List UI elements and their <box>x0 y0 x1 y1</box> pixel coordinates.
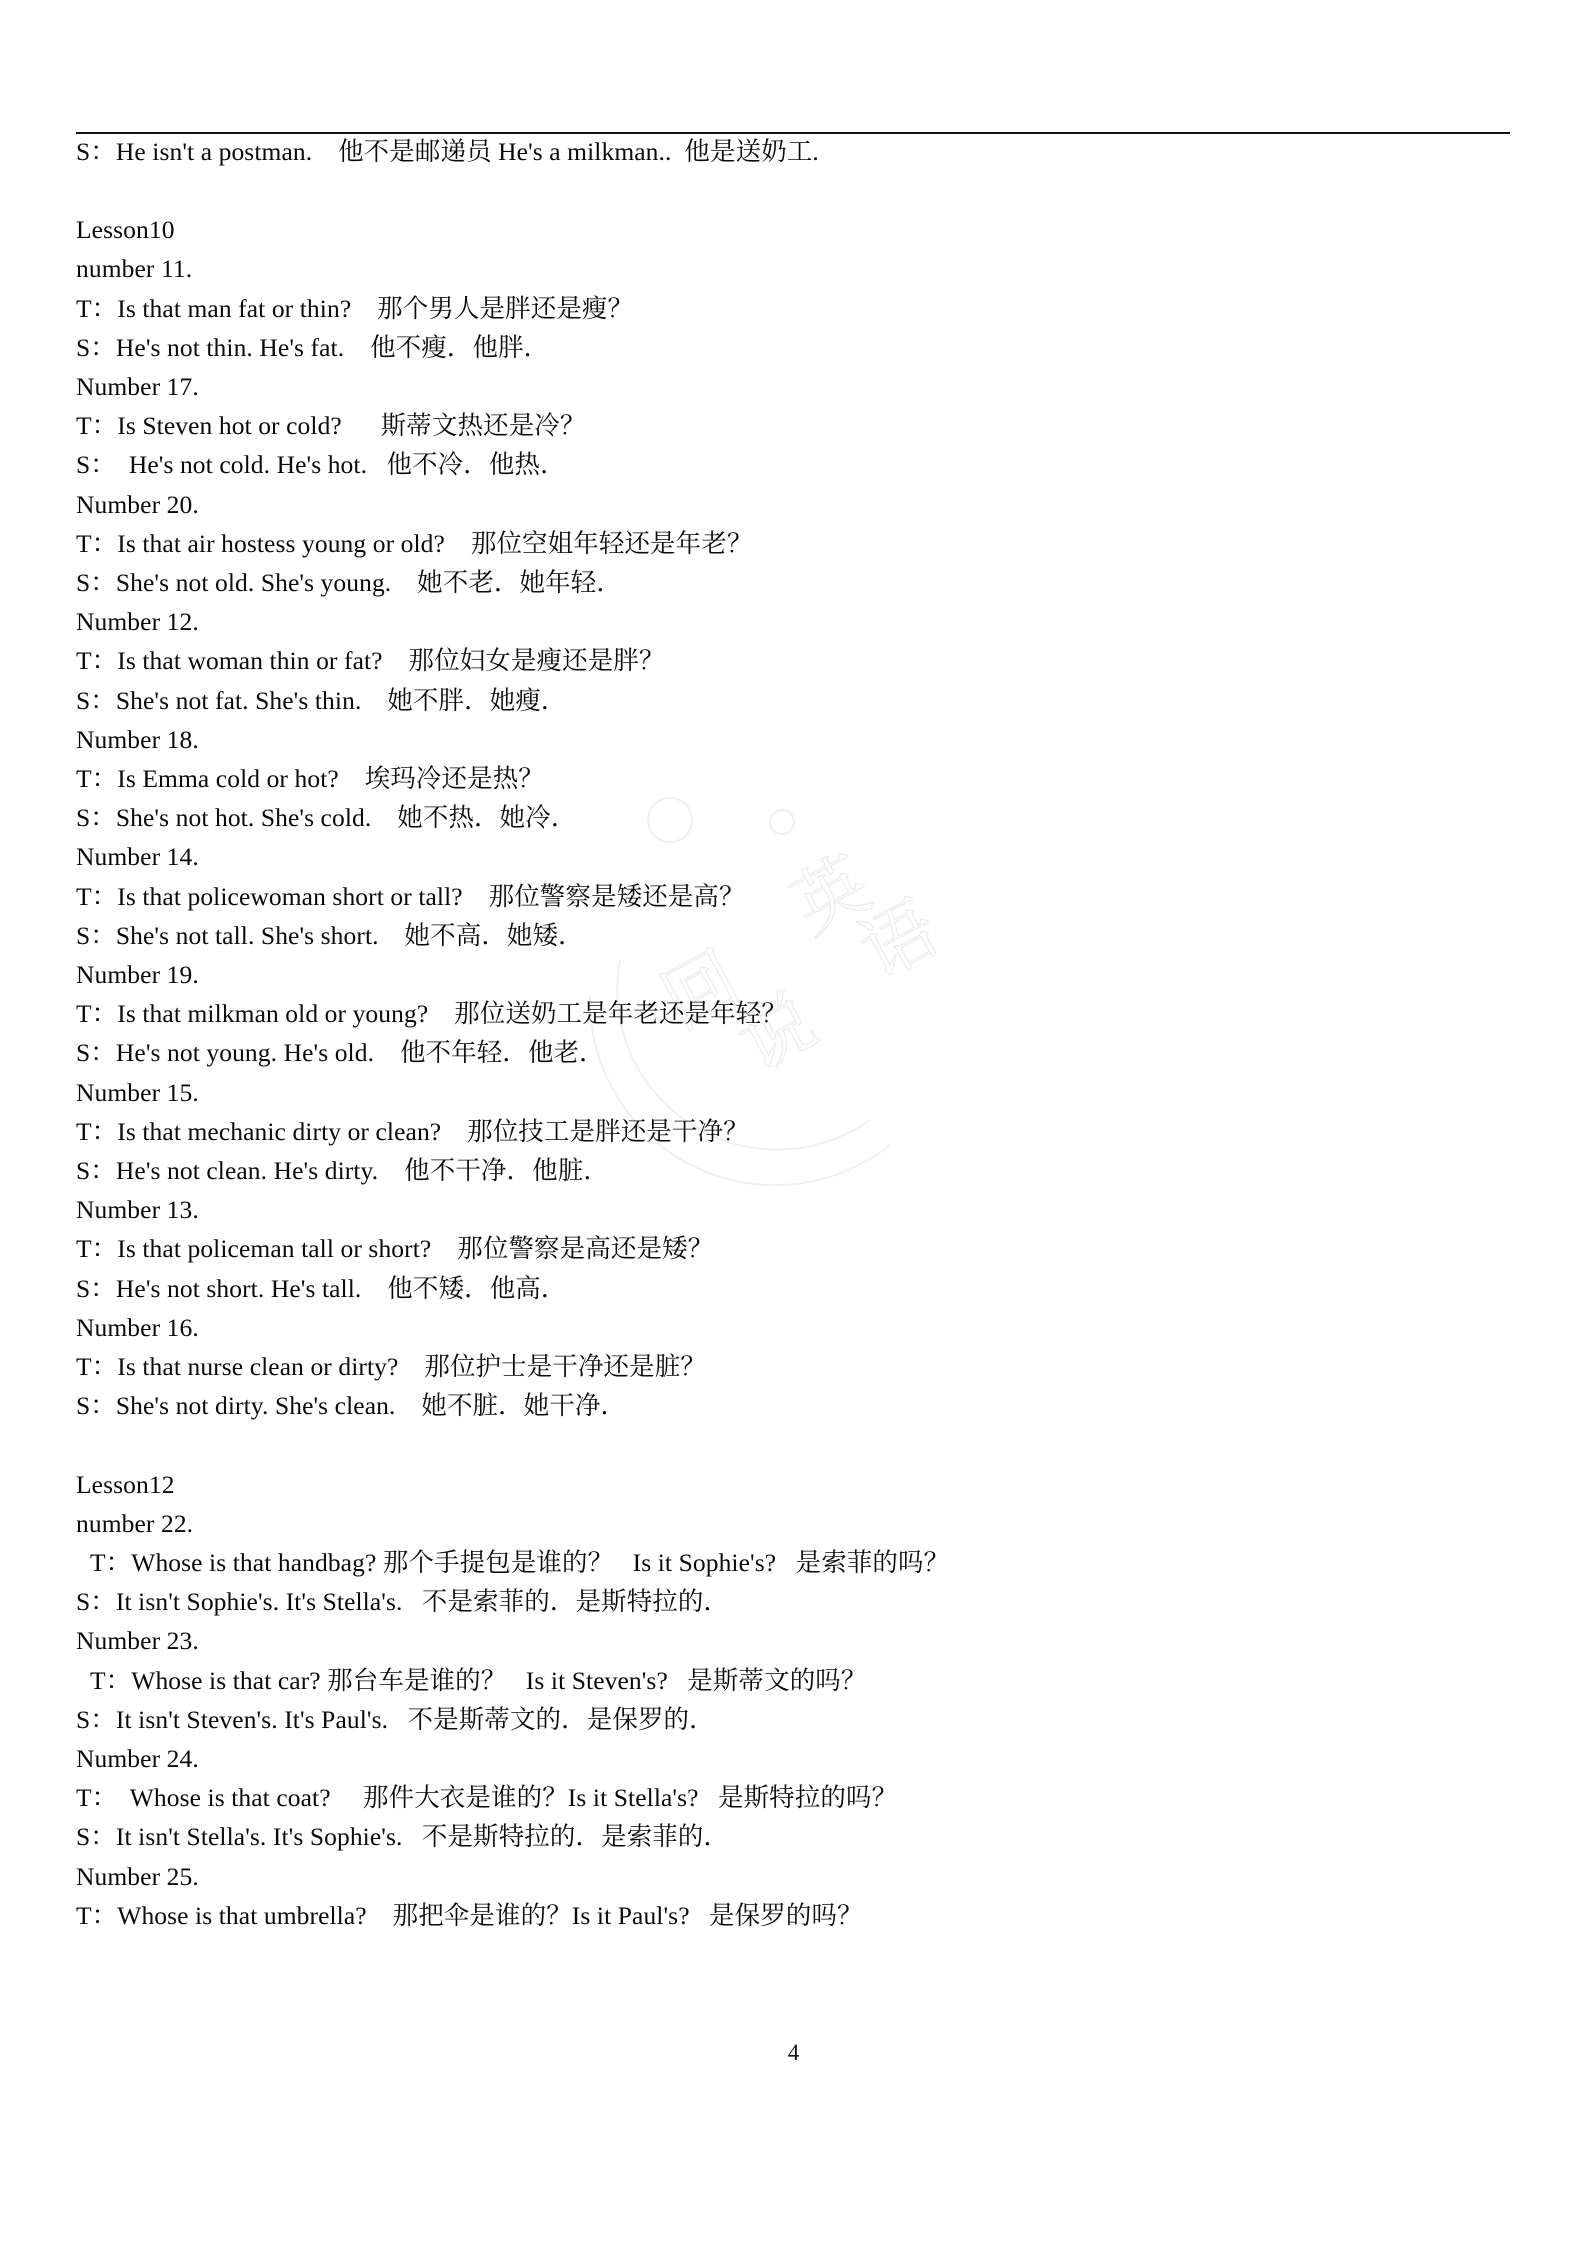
transcript-line: Number 20. <box>76 489 199 519</box>
document-body <box>76 132 1506 1935</box>
transcript-line: T：Whose is that umbrella? 那把伞是谁的？Is it Paul's? 是保罗的吗？ <box>76 1900 863 1930</box>
transcript-line: S：It isn't Sophie's. It's Stella's. 不是索菲的．是斯特拉的． <box>76 1587 730 1617</box>
transcript-line: Number 12. <box>76 607 199 637</box>
transcript-line: Number 19. <box>76 960 199 990</box>
transcript-line: T：Whose is that car? 那台车是谁的？ Is it Steven's? 是斯蒂文的吗？ <box>90 1665 867 1695</box>
transcript-line: Number 18. <box>76 724 199 754</box>
transcript-line: S：She's not fat. She's thin. 她不胖．她瘦． <box>76 685 567 715</box>
transcript-line: T：Is that mechanic dirty or clean? 那位技工是胖还是干净？ <box>76 1116 749 1146</box>
svg-text:英: 英 <box>779 842 884 951</box>
paragraph-spacer <box>76 171 1506 210</box>
transcript-line: S：She's not old. She's young. 她不老．她年轻． <box>76 568 622 598</box>
transcript-line: T：Is that milkman old or young? 那位送奶工是年老还是年轻？ <box>76 999 787 1029</box>
transcript-line: Number 23. <box>76 1626 199 1656</box>
transcript-line: S：It isn't Steven's. It's Paul's. 不是斯蒂文的．是保罗的． <box>76 1704 715 1734</box>
transcript-line: Lesson10 <box>76 215 175 245</box>
transcript-line: Number 25. <box>76 1861 199 1891</box>
transcript-line: number 11. <box>76 254 193 284</box>
svg-text:说: 说 <box>725 979 830 1088</box>
transcript-line: T：Whose is that handbag? 那个手提包是谁的？ Is it Sophie's? 是索菲的吗？ <box>90 1547 950 1577</box>
transcript-line: Number 15. <box>76 1077 199 1107</box>
transcript-line: S：He's not thin. He's fat. 他不瘦．他胖． <box>76 332 550 362</box>
transcript-line: number 22. <box>76 1508 194 1538</box>
transcript-line: S： He's not cold. He's hot. 他不冷．他热． <box>76 450 566 480</box>
transcript-line: S：He's not clean. He's dirty. 他不干净．他脏． <box>76 1156 609 1186</box>
svg-text:语: 语 <box>847 887 952 996</box>
page-number: 4 <box>787 2040 800 2065</box>
svg-text:回: 回 <box>649 937 754 1046</box>
transcript-line: T：Is that policeman tall or short? 那位警察是高还是矮？ <box>76 1234 714 1264</box>
transcript-line: T： Whose is that coat? 那件大衣是谁的？Is it Stella's? 是斯特拉的吗？ <box>76 1783 898 1813</box>
transcript-line: T：Is Emma cold or hot? 埃玛冷还是热？ <box>76 764 544 794</box>
transcript-line: T：Is that man fat or thin? 那个男人是胖还是瘦？ <box>76 293 634 323</box>
transcript-line: S：She's not dirty. She's clean. 她不脏．她干净． <box>76 1391 627 1421</box>
transcript-line: Lesson12 <box>76 1469 175 1499</box>
transcript-line: T：Is that policewoman short or tall? 那位警察是矮还是高？ <box>76 881 745 911</box>
transcript-line: S：It isn't Stella's. It's Sophie's. 不是斯特拉的．是索菲的． <box>76 1822 730 1852</box>
transcript-line: Number 17. <box>76 372 199 402</box>
transcript-line: S：He isn't a postman. 他不是邮递员 He's a milkman.. 他是送奶工. <box>76 137 819 166</box>
transcript-line: S：She's not tall. She's short. 她不高．她矮． <box>76 920 584 950</box>
transcript-line: Number 13. <box>76 1195 199 1225</box>
transcript-line: S：He's not short. He's tall. 他不矮．他高． <box>76 1273 567 1303</box>
transcript-line: S：She's not hot. She's cold. 她不热．她冷． <box>76 803 577 833</box>
transcript-line: Number 14. <box>76 842 199 872</box>
transcript-line: Number 24. <box>76 1743 199 1773</box>
transcript-line: T：Is that woman thin or fat? 那位妇女是瘦还是胖？ <box>76 646 665 676</box>
transcript-line: T：Is that air hostess young or old? 那位空姐年轻还是年老？ <box>76 528 753 558</box>
transcript-line: T：Is Steven hot or cold? 斯蒂文热还是冷？ <box>76 411 586 441</box>
transcript-line: S：He's not young. He's old. 他不年轻．他老． <box>76 1038 605 1068</box>
transcript-line: Number 16. <box>76 1312 199 1342</box>
transcript-line: T：Is that nurse clean or dirty? 那位护士是干净还是脏？ <box>76 1352 706 1382</box>
paragraph-spacer <box>76 1426 1506 1465</box>
